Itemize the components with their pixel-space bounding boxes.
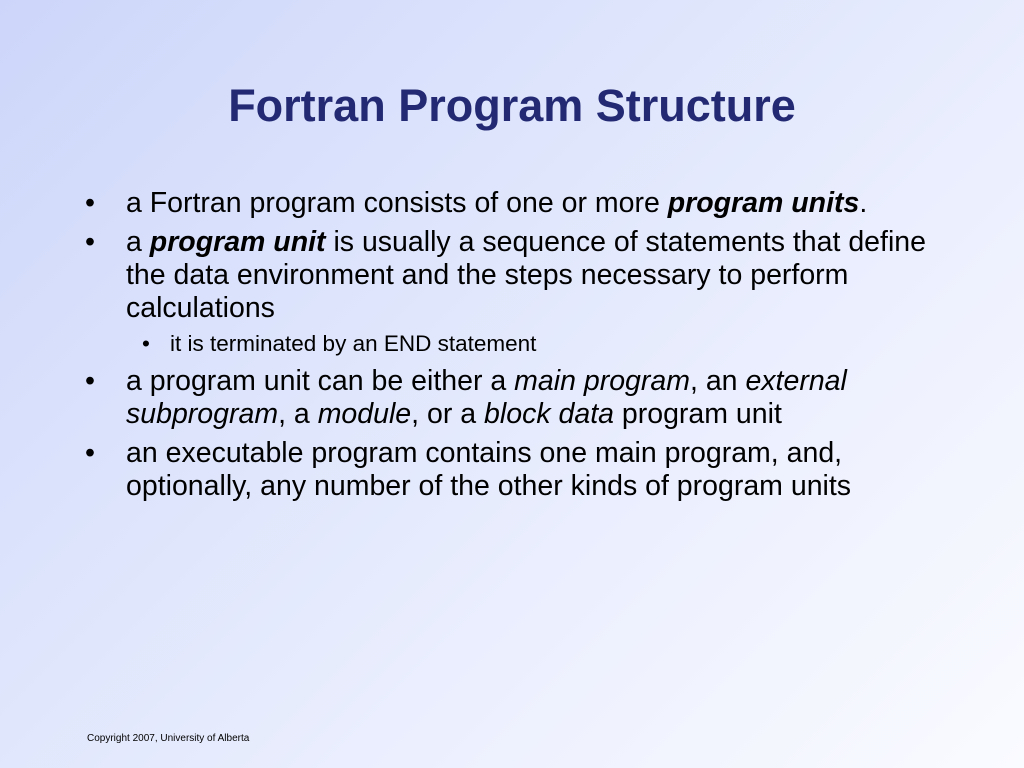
- bullet-text: a Fortran program consists of one or more: [126, 187, 668, 219]
- bullet-text: .: [859, 187, 868, 219]
- bullet-emphasis: program unit: [149, 226, 326, 258]
- bullet-text: is usually a sequence of statements that define the data environment and the steps necessary to perform calculations: [126, 226, 926, 324]
- bullet-item: [85, 226, 935, 325]
- bullet-text: a: [126, 226, 150, 258]
- bullet-item: [85, 437, 935, 503]
- bullet-item: [85, 365, 935, 431]
- bullet-text: program unit: [613, 398, 782, 430]
- bullet-text: , or a: [411, 398, 485, 430]
- bullet-text: an executable program contains one main program, and, optionally, any number of the other kinds of program units: [126, 437, 852, 502]
- bullet-item: [85, 187, 935, 220]
- bullet-emphasis: module: [317, 398, 412, 430]
- bullet-dot: •: [142, 331, 150, 356]
- bullet-emphasis: block data: [484, 398, 614, 430]
- bullet-emphasis: main program: [514, 365, 690, 397]
- bullet-text: , a: [278, 398, 318, 430]
- sub-bullet-text: it is terminated by an END statement: [170, 331, 537, 356]
- bullet-dot: •: [85, 187, 95, 219]
- bullet-emphasis: program units: [667, 187, 860, 219]
- slide-title: Fortran Program Structure: [228, 80, 796, 131]
- sub-bullet-item: [85, 329, 935, 358]
- bullet-dot: •: [85, 437, 95, 469]
- bullet-text: a program unit can be either a: [126, 365, 515, 397]
- bullet-emphasis: external subprogram: [126, 365, 847, 430]
- bullet-dot: •: [85, 226, 95, 258]
- bullet-dot: •: [85, 365, 95, 397]
- copyright-footer: Copyright 2007, University of Alberta: [87, 733, 250, 744]
- bullet-text: , an: [689, 365, 746, 397]
- bullet-list: [85, 187, 935, 509]
